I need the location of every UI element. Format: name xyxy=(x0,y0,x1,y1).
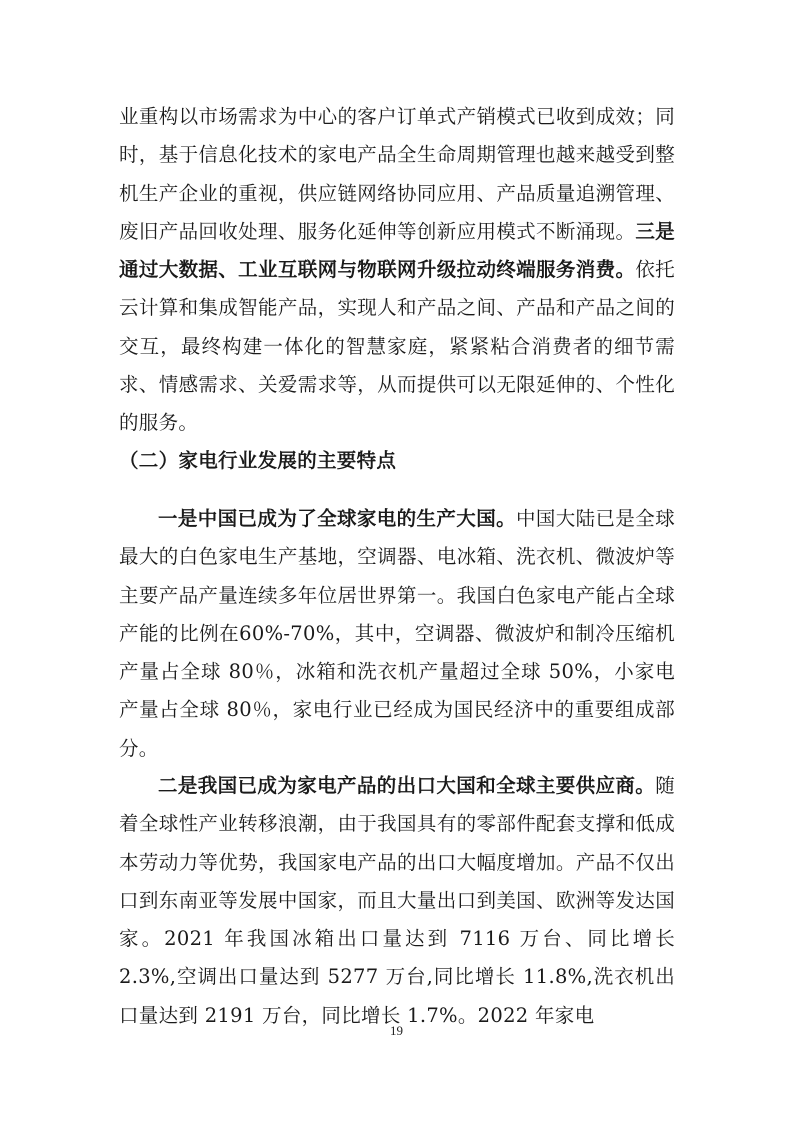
paragraph-3-rest: 随着全球性产业转移浪潮，由于我国具有的零部件配套支撑和低成本劳动力等优势，我国家电产品的出口大幅度增加。产品不仅出口到东南亚等发展中国家，而且大量出口到美国、欧洲等发达国家。2021 年我国冰箱出口量达到 7116 万台、同比增长 2.3%,空调出口量达到 5277 万台,同比增长 11.8%,洗衣机出口量达到 2191 万台，同比增长 1.7%。2022 年家电 xyxy=(119,774,675,1027)
paragraph-2-bold-phrase: 一是中国已成为了全球家电的生产大国。 xyxy=(158,507,516,530)
paragraph-1-lead: 业重构以市场需求为中心的客户订单式产销模式已收到成效；同时，基于信息化技术的家电产品全生命周期管理也越来越受到整机生产企业的重视，供应链网络协同应用、产品质量追溯管理、废旧产品回收处理、服务化延伸等创新应用模式不断涌现。 xyxy=(119,105,675,243)
paragraph-1-rest: 依托云计算和集成智能产品，实现人和产品之间、产品和产品之间的交互，最终构建一体化的智慧家庭，紧紧粘合消费者的细节需求、情感需求、关爱需求等，从而提供可以无限延伸的、个性化的服务。 xyxy=(119,258,675,435)
paragraph-2-rest: 中国大陆已是全球最大的白色家电生产基地，空调器、电冰箱、洗衣机、微波炉等主要产品产量连续多年位居世界第一。我国白色家电产能占全球产能的比例在60%-70%，其中，空调器、微波炉和制冷压缩机产量占全球 80％，冰箱和洗衣机产量超过全球 50%，小家电产量占全球 80％，家电行业已经成为国民经济中的重要组成部分。 xyxy=(119,507,675,760)
paragraph-1-bold-phrase: 三是通过大数据、工业互联网与物联网升级拉动终端服务消费。 xyxy=(119,219,675,282)
section-heading: （二）家电行业发展的主要特点 xyxy=(119,449,397,472)
page-number: 19 xyxy=(390,1023,403,1038)
paragraph-1 xyxy=(119,98,675,443)
paragraph-3 xyxy=(119,767,675,1035)
paragraph-3-bold-phrase: 二是我国已成为家电产品的出口大国和全球主要供应商。 xyxy=(158,774,656,797)
paragraph-2 xyxy=(119,500,675,768)
